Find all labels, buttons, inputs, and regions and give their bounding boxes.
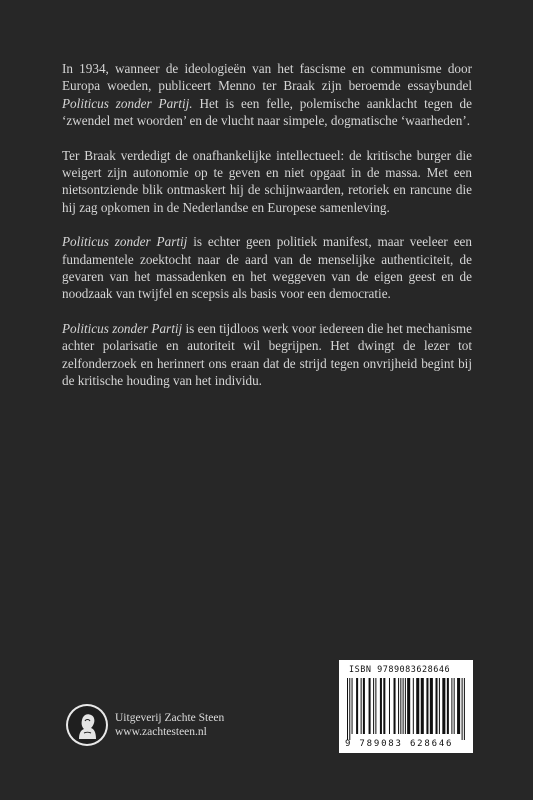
- barcode-bar: [400, 678, 401, 734]
- barcode-bar: [436, 678, 438, 734]
- barcode-bar: [373, 678, 374, 734]
- blurb-paragraph-3: [62, 233, 472, 303]
- paragraph-text: is echter geen politiek manifest, maar veeleer een fundamentele zoektocht naar de aard van de menselijke authenticiteit, de gevaren van het massadenken en het weggeven van de eigen geest en de noodzaak van twijfel en scepsis als basis voor een democratie.: [62, 234, 472, 302]
- barcode-bar: [349, 678, 350, 740]
- barcode-bar: [451, 678, 452, 734]
- barcode-bar: [361, 678, 362, 734]
- barcode-bar: [416, 678, 419, 734]
- barcode-bar: [413, 678, 414, 734]
- paragraph-text: is een tijdloos werk voor iedereen die het mechanisme achter polarisatie en autoriteit wil begrijpen. Het dwingt de lezer tot zelfonderzoek en herinnert ons eraan dat de strijd tegen onvrijheid begint bij de kritische houding van het individu.: [62, 320, 472, 389]
- book-title-italic: Politicus zonder Partij.: [62, 95, 193, 111]
- barcode-bar: [405, 678, 406, 734]
- barcode-bar: [356, 678, 358, 734]
- publisher-website[interactable]: www.zachtesteen.nl: [115, 726, 207, 738]
- publisher-name: Uitgeverij Zachte Steen: [115, 711, 225, 724]
- barcode-bar: [457, 678, 460, 734]
- barcode-bar: [363, 678, 365, 734]
- barcode-bar: [454, 678, 455, 734]
- barcode-bar: [426, 678, 428, 734]
- isbn-barcode: [339, 660, 473, 753]
- barcode-bar: [447, 678, 449, 734]
- barcode-bar: [430, 678, 433, 734]
- barcode-bar: [398, 678, 399, 734]
- blurb-paragraph-4: [62, 320, 472, 390]
- barcode-bar: [369, 678, 371, 734]
- barcode-bar: [389, 678, 390, 734]
- barcode-bar: [347, 678, 348, 740]
- barcode-bar: [439, 678, 440, 734]
- barcode-bar: [394, 678, 396, 734]
- isbn-digits: 9 789083 628646: [345, 739, 454, 749]
- barcode-bar: [462, 678, 463, 740]
- barcode-bar: [375, 678, 376, 734]
- publisher-block: [65, 703, 224, 747]
- book-title-italic: Politicus zonder Partij: [62, 320, 183, 336]
- barcode-bar: [383, 678, 385, 734]
- isbn-label: ISBN 9789083628646: [349, 665, 451, 675]
- paragraph-text: Ter Braak verdedigt de onafhankelijke intellectueel: de kritische burger die weigert zijn autonomie op te geven en niet opgaat in de massa. Met een nietsontziende blik ontmaskert hij de schijnwaarden, retoriek en rancune die hij zag opkomen in de Nederlandse en Europese samenleving.: [62, 147, 472, 215]
- publisher-text: [115, 711, 224, 740]
- barcode-bar: [403, 678, 404, 734]
- barcode-bar: [442, 678, 445, 734]
- paragraph-text: Het is een felle, polemische aanklacht tegen de ‘zwendel met woorden’ en de vlucht naar simpele, dogmatische ‘waarheden’.: [62, 95, 472, 129]
- blurb-paragraph-2: [62, 147, 472, 217]
- blurb-paragraph-1: [62, 60, 472, 130]
- barcode-bar: [464, 678, 465, 740]
- bust-statue-icon: [65, 703, 109, 747]
- book-title-italic: Politicus zonder Partij: [62, 234, 188, 250]
- barcode-bar: [352, 678, 353, 734]
- barcode-bar: [421, 678, 424, 734]
- barcode-bar: [380, 678, 382, 734]
- barcode-bars: [347, 678, 465, 740]
- paragraph-text: In 1934, wanneer de ideologieën van het fascisme en communisme door Europa woeden, publiceert Menno ter Braak zijn beroemde essaybundel: [62, 61, 472, 94]
- barcode-bar: [407, 678, 410, 734]
- blurb-text: [62, 60, 472, 407]
